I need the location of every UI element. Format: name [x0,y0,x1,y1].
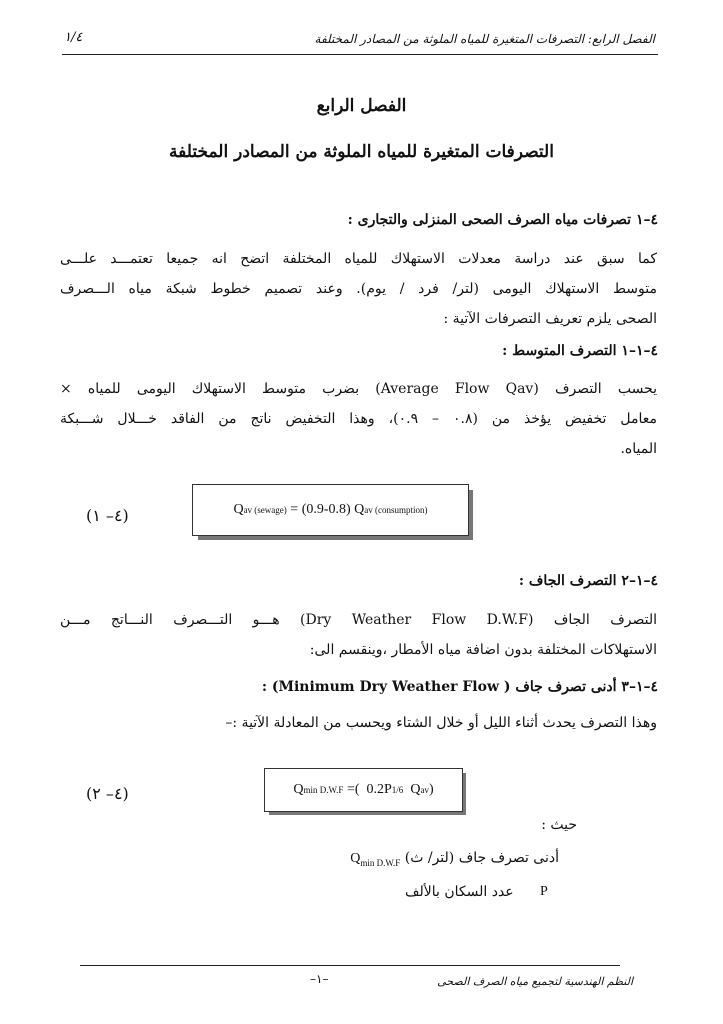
section-heading-4-1-3: ٤–١–٣ أدنى تصرف جاف ( Minimum Dry Weather Flow) : [261,679,658,695]
equation-lhs: Q [233,502,244,517]
chapter-subject: التصرفات المتغيرة للمياه الملوثة من المصادر المختلفة [169,142,554,162]
equation-close: ) [428,782,434,797]
definition-qmin [350,850,559,868]
section-heading-4-1-2: ٤–١–٢ التصرف الجاف : [518,573,658,589]
paragraph-line: كما سبق عند دراسة معدلات الاستهلاك للمياه المختلفة اتضح انه جميعا تعتمـــد علـــى [60,251,657,267]
paragraph-4-1-2 [60,605,657,665]
page-number: ١/٤ [64,30,83,45]
equation-tail: Q [403,782,421,797]
equation-q: Q [293,782,304,797]
paragraph-line: متوسط الاستهلاك اليومى (لتر/ فرد / يوم). وعند تصميم خطوط شبكة مياه الـــصرف [60,281,657,297]
paragraph-line: الاستهلاكات المختلفة بدون اضافة مياه الأمطار ،وينقسم الى: [309,642,657,658]
definition-p-symbol: P [540,884,548,899]
paragraph-4-1 [60,244,657,334]
equation-rhs-sub: av (consumption) [364,505,428,515]
running-title: الفصل الرابع: التصرفات المتغيرة للمياه الملوثة من المصادر المختلفة [314,32,655,46]
paragraph-4-1-1 [60,374,657,464]
footer-rule [80,965,620,966]
paragraph-line: المياه. [620,441,657,457]
equation-q-sub: min D.W.F [303,785,344,795]
section-heading-4-1-1: ٤–١–١ التصرف المتوسط : [502,343,658,359]
definition-symbol: $Q_{min D.W.F}$ [350,851,401,868]
paragraph-line: وهذا التصرف يحدث أثناء الليل أو خلال الشتاء ويحسب من المعادلة الآتية :– [225,715,657,731]
equation-exponent: 1/6 [391,785,404,795]
equation-number-1: (٤– ١) [86,506,129,525]
equation-tail-sub: av [420,785,429,795]
footer-book-title: النظم الهندسية لتجميع مياه الصرف الصحى [437,975,633,988]
footer-page-number: –١– [310,972,329,986]
equation-mid: = (0.9-0.8) Q [286,502,365,517]
equation-eq: =( 0.2P [343,782,392,797]
paragraph-4-1-3 [60,708,657,738]
header-rule [62,54,658,55]
equation-box-1 [192,484,469,536]
definition-p-text: عدد السكان بالألف [405,884,514,900]
where-label: حيث : [541,817,577,833]
paragraph-line: معامل تخفيض يؤخذ من (٠.٨ – ٠.٩)، وهذا التخفيض ناتج من الفاقد خـــلال شـــبكة [60,411,658,427]
paragraph-line: يحسب التصرف (Average Flow Qav) بضرب متوسط الاستهلاك اليومى للمياه × [60,381,658,397]
chapter-title: الفصل الرابع [316,96,407,116]
section-heading-4-1: ٤–١ تصرفات مياه الصرف الصحى المنزلى والتجارى : [347,212,658,228]
definition-text: أدنى تصرف جاف (لتر/ ث) [404,850,559,866]
equation-number-2: (٤– ٢) [86,784,129,803]
paragraph-line: الصحى يلزم تعريف التصرفات الآتية : [443,311,657,327]
equation-box-2 [264,768,463,812]
paragraph-line: التصرف الجاف (Dry Weather Flow D.W.F) هـــو التـــصرف النـــاتج مـــن [60,612,658,628]
equation-lhs-sub: av (sewage) [243,505,287,515]
